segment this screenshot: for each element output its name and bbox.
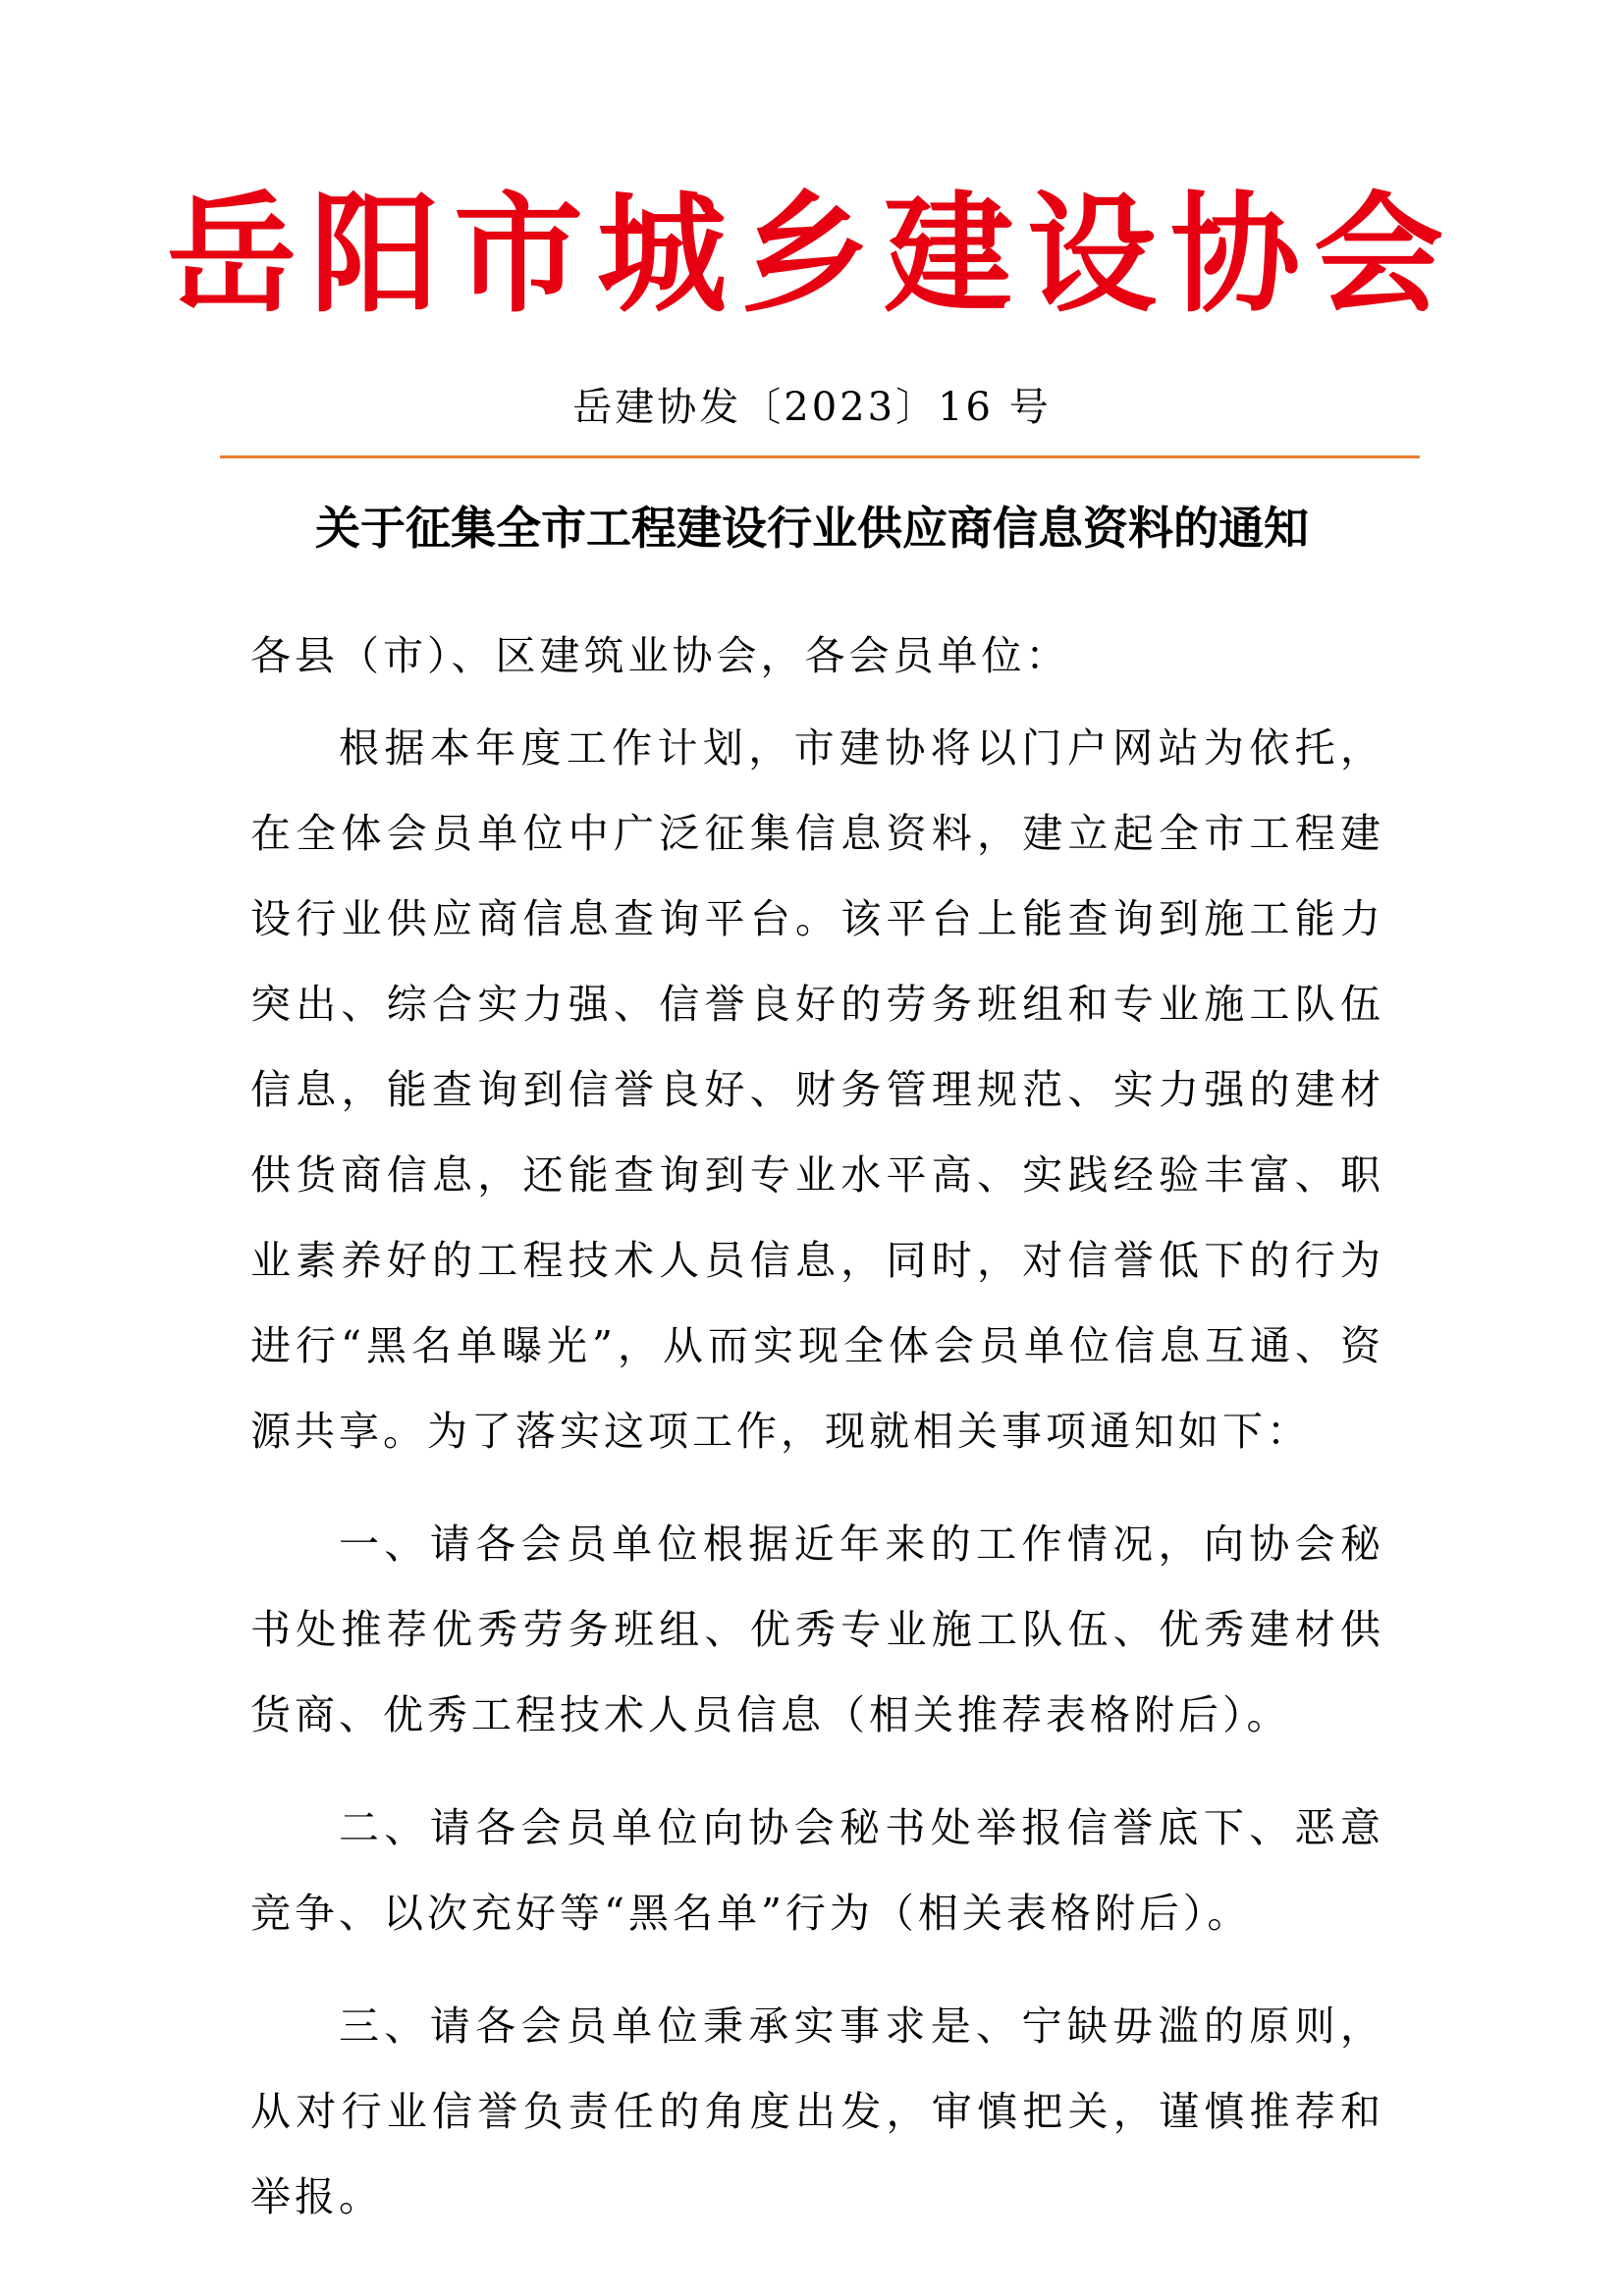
paragraph-item-1: 一、请各会员单位根据近年来的工作情况，向协会秘书处推荐优秀劳务班组、优秀专业施工队伍、优秀建材供货商、优秀工程技术人员信息（相关推荐表格附后）。 bbox=[250, 1521, 1384, 1738]
document-body bbox=[250, 620, 1384, 2240]
issuing-organization-name: 岳阳市城乡建设协会 bbox=[167, 179, 1457, 331]
document-title: 关于征集全市工程建设行业供应商信息资料的通知 bbox=[315, 502, 1309, 555]
salutation: 各县（市）、区建筑业协会，各会员单位： bbox=[250, 632, 1070, 679]
paragraph-item-2: 二、请各会员单位向协会秘书处举报信誉底下、恶意竞争、以次充好等“黑名单”行为（相关表格附后）。 bbox=[250, 1804, 1384, 1937]
header-divider bbox=[220, 455, 1420, 458]
document-number: 岳建协发〔2023〕16 号 bbox=[572, 385, 1052, 430]
paragraph-item-3: 三、请各会员单位秉承实事求是、宁缺毋滥的原则，从对行业信誉负责任的角度出发，审慎把关，谨慎推荐和举报。 bbox=[250, 2002, 1384, 2220]
paragraph-intro: 根据本年度工作计划，市建协将以门户网站为依托，在全体会员单位中广泛征集信息资料，建立起全市工程建设行业供应商信息查询平台。该平台上能查询到施工能力突出、综合实力强、信誉良好的劳务班组和专业施工队伍信息，能查询到信誉良好、财务管理规范、实力强的建材供货商信息，还能查询到专业水平高、实践经验丰富、职业素养好的工程技术人员信息，同时，对信誉低下的行为进行“黑名单曝光”，从而实现全体会员单位信息互通、资源共享。为了落实这项工作，现就相关事项通知如下： bbox=[250, 724, 1384, 1455]
